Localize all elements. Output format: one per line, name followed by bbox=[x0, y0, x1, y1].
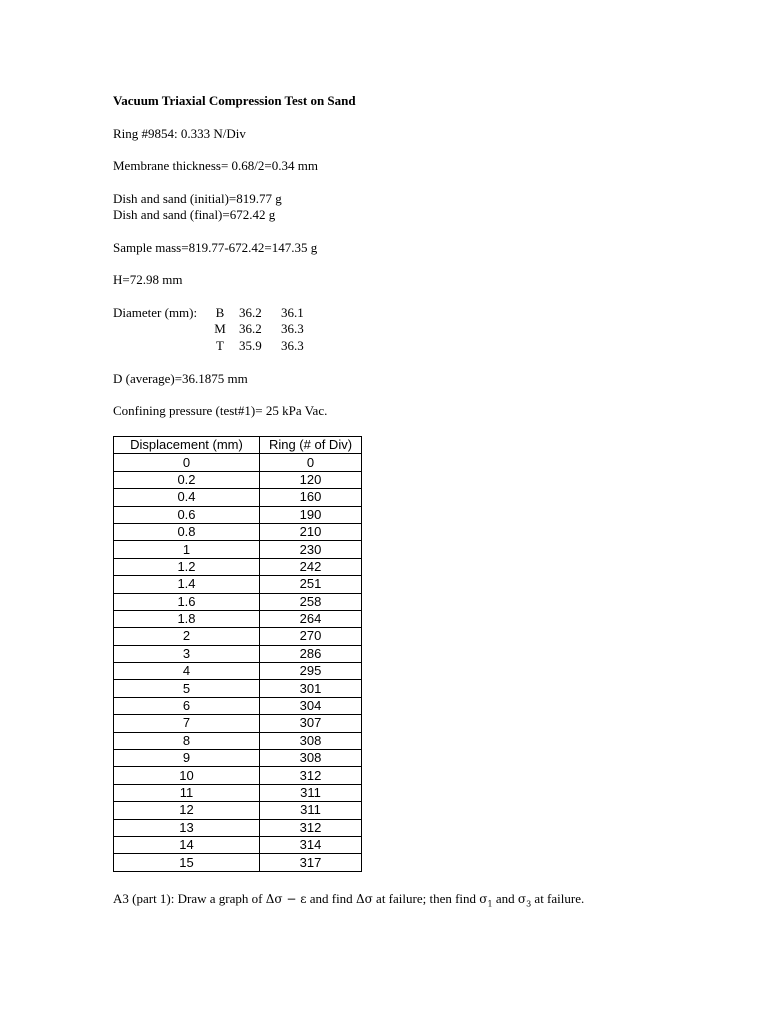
diameter-position: T bbox=[216, 338, 224, 353]
graph-symbol: Δσ − ε bbox=[265, 892, 307, 906]
diameter-position: B bbox=[215, 305, 225, 320]
ring-cell: 0 bbox=[260, 454, 362, 471]
table-row bbox=[114, 767, 362, 784]
delta-sigma-symbol: Δσ bbox=[355, 892, 373, 906]
displacement-cell: 0.4 bbox=[114, 489, 260, 506]
diameter-position: M bbox=[214, 321, 226, 336]
ring-cell: 312 bbox=[260, 767, 362, 784]
ring-cell: 308 bbox=[260, 750, 362, 767]
question-at-failure-then: at failure; then find bbox=[376, 891, 477, 906]
diameter-label: Diameter (mm): bbox=[113, 305, 198, 320]
displacement-cell: 8 bbox=[114, 732, 260, 749]
table-row bbox=[114, 628, 362, 645]
table-row bbox=[114, 750, 362, 767]
displacement-cell: 0.6 bbox=[114, 506, 260, 523]
table-row bbox=[114, 784, 362, 801]
document-title: Vacuum Triaxial Compression Test on Sand bbox=[113, 93, 356, 108]
ring-cell: 312 bbox=[260, 819, 362, 836]
ring-cell: 295 bbox=[260, 663, 362, 680]
displacement-cell: 6 bbox=[114, 697, 260, 714]
displacement-cell: 5 bbox=[114, 680, 260, 697]
ring-cell: 314 bbox=[260, 836, 362, 853]
confining-pressure: Confining pressure (test#1)= 25 kPa Vac. bbox=[113, 403, 328, 418]
dish-sand-initial: Dish and sand (initial)=819.77 g bbox=[113, 191, 282, 206]
ring-cell: 311 bbox=[260, 784, 362, 801]
displacement-cell: 0.2 bbox=[114, 471, 260, 488]
ring-cell: 264 bbox=[260, 610, 362, 627]
ring-cell: 160 bbox=[260, 489, 362, 506]
dish-sand-final: Dish and sand (final)=672.42 g bbox=[113, 207, 276, 222]
ring-cell: 317 bbox=[260, 854, 362, 871]
table-row bbox=[114, 645, 362, 662]
assignment-question bbox=[113, 891, 584, 912]
displacement-cell: 10 bbox=[114, 767, 260, 784]
table-row bbox=[114, 454, 362, 471]
ring-cell: 120 bbox=[260, 471, 362, 488]
sigma-1-symbol bbox=[479, 892, 493, 909]
diameter-value: 36.1 bbox=[281, 305, 304, 320]
sample-mass: Sample mass=819.77-672.42=147.35 g bbox=[113, 240, 318, 255]
column-header-ring: Ring (# of Div) bbox=[260, 437, 362, 454]
ring-cell: 258 bbox=[260, 593, 362, 610]
ring-cell: 251 bbox=[260, 576, 362, 593]
table-row bbox=[114, 697, 362, 714]
displacement-cell: 1.2 bbox=[114, 558, 260, 575]
table-row bbox=[114, 802, 362, 819]
displacement-cell: 0.8 bbox=[114, 523, 260, 540]
table-row bbox=[114, 610, 362, 627]
table-row bbox=[114, 471, 362, 488]
displacement-cell: 12 bbox=[114, 802, 260, 819]
ring-cell: 230 bbox=[260, 541, 362, 558]
displacement-cell: 7 bbox=[114, 715, 260, 732]
table-header-row bbox=[114, 437, 362, 454]
sample-height: H=72.98 mm bbox=[113, 272, 183, 287]
table-row bbox=[114, 506, 362, 523]
question-and: and bbox=[495, 891, 515, 906]
table-row bbox=[114, 489, 362, 506]
column-header-displacement: Displacement (mm) bbox=[114, 437, 260, 454]
diameter-value: 35.9 bbox=[239, 338, 262, 353]
ring-cell: 286 bbox=[260, 645, 362, 662]
question-lead: A3 (part 1): Draw a graph of bbox=[113, 891, 263, 906]
table-row bbox=[114, 715, 362, 732]
ring-constant: Ring #9854: 0.333 N/Div bbox=[113, 126, 246, 141]
ring-cell: 304 bbox=[260, 697, 362, 714]
sigma-3-symbol bbox=[517, 892, 532, 909]
question-and-find: and find bbox=[309, 891, 353, 906]
table-row bbox=[114, 558, 362, 575]
displacement-ring-table bbox=[113, 436, 362, 872]
ring-cell: 301 bbox=[260, 680, 362, 697]
displacement-cell: 1.4 bbox=[114, 576, 260, 593]
ring-cell: 242 bbox=[260, 558, 362, 575]
ring-cell: 308 bbox=[260, 732, 362, 749]
displacement-cell: 0 bbox=[114, 454, 260, 471]
displacement-cell: 13 bbox=[114, 819, 260, 836]
displacement-cell: 4 bbox=[114, 663, 260, 680]
table-row bbox=[114, 819, 362, 836]
table-row bbox=[114, 593, 362, 610]
ring-cell: 311 bbox=[260, 802, 362, 819]
table-row bbox=[114, 680, 362, 697]
table-row bbox=[114, 732, 362, 749]
displacement-cell: 2 bbox=[114, 628, 260, 645]
table-row bbox=[114, 541, 362, 558]
table-row bbox=[114, 663, 362, 680]
displacement-cell: 15 bbox=[114, 854, 260, 871]
ring-cell: 307 bbox=[260, 715, 362, 732]
sigma-glyph: σ bbox=[517, 892, 527, 906]
diameter-value: 36.3 bbox=[281, 338, 304, 353]
table-row bbox=[114, 836, 362, 853]
diameter-value: 36.2 bbox=[239, 321, 262, 336]
diameter-value: 36.3 bbox=[281, 321, 304, 336]
displacement-cell: 3 bbox=[114, 645, 260, 662]
displacement-cell: 1.8 bbox=[114, 610, 260, 627]
subscript-3: 3 bbox=[526, 899, 532, 909]
diameter-average: D (average)=36.1875 mm bbox=[113, 371, 248, 386]
table-row bbox=[114, 576, 362, 593]
subscript-1: 1 bbox=[487, 899, 493, 909]
displacement-cell: 9 bbox=[114, 750, 260, 767]
membrane-thickness: Membrane thickness= 0.68/2=0.34 mm bbox=[113, 158, 318, 173]
ring-cell: 270 bbox=[260, 628, 362, 645]
table-row bbox=[114, 854, 362, 871]
ring-cell: 210 bbox=[260, 523, 362, 540]
ring-cell: 190 bbox=[260, 506, 362, 523]
table-row bbox=[114, 523, 362, 540]
displacement-cell: 1.6 bbox=[114, 593, 260, 610]
sigma-glyph: σ bbox=[479, 892, 488, 906]
displacement-cell: 14 bbox=[114, 836, 260, 853]
question-at-failure-end: at failure. bbox=[534, 891, 585, 906]
diameter-value: 36.2 bbox=[239, 305, 262, 320]
displacement-cell: 1 bbox=[114, 541, 260, 558]
displacement-cell: 11 bbox=[114, 784, 260, 801]
